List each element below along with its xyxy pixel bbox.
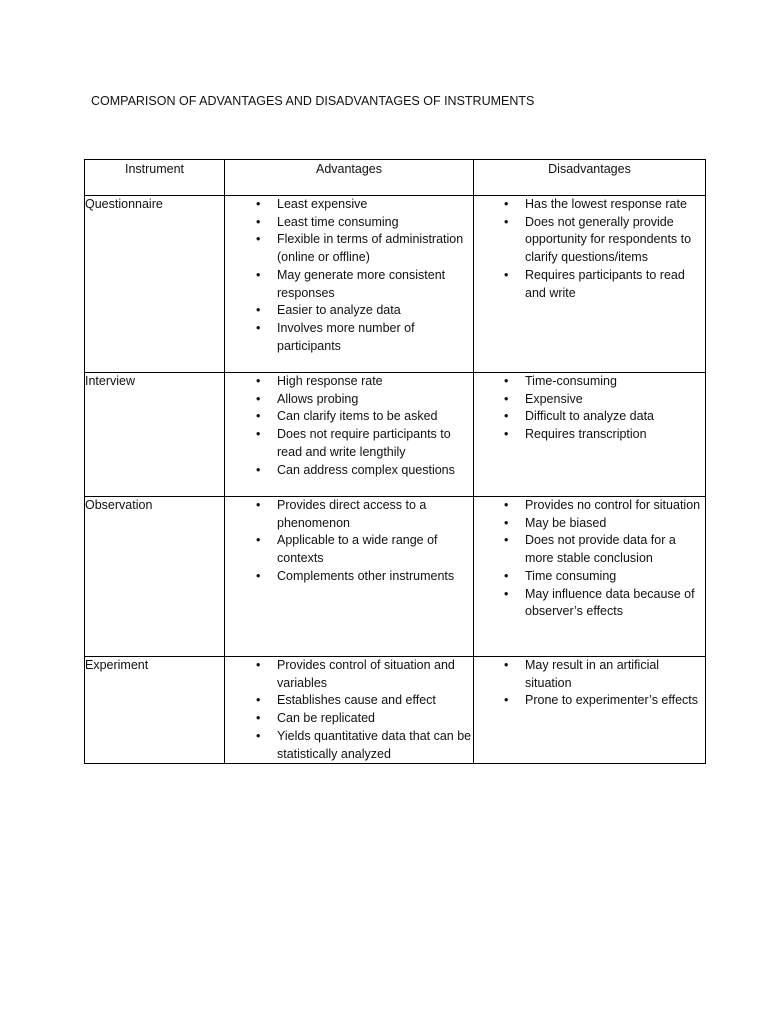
- disadvantages-cell: [474, 196, 706, 373]
- list-item: • Establishes cause and effect: [225, 692, 473, 710]
- advantages-cell: [225, 196, 474, 373]
- disadvantages-list: [474, 497, 705, 621]
- list-item: • Does not provide data for a more stable conclusion: [474, 532, 705, 567]
- list-item: • Requires transcription: [474, 426, 705, 444]
- disadvantages-cell: [474, 657, 706, 764]
- advantages-cell: [225, 657, 474, 764]
- header-instrument: Instrument: [85, 160, 225, 196]
- table-row-experiment: [85, 657, 706, 764]
- list-item: • Flexible in terms of administration (online or offline): [225, 231, 473, 266]
- list-item: • High response rate: [225, 373, 473, 391]
- list-item: • Does not require participants to read and write lengthily: [225, 426, 473, 461]
- header-advantages: Advantages: [225, 160, 474, 196]
- advantages-list: [225, 373, 473, 479]
- comparison-table: [84, 159, 706, 764]
- list-item: • Does not generally provide opportunity for respondents to clarify questions/items: [474, 214, 705, 267]
- instrument-cell: Questionnaire: [85, 196, 225, 373]
- disadvantages-cell: [474, 373, 706, 497]
- list-item: • Least expensive: [225, 196, 473, 214]
- disadvantages-list: [474, 657, 705, 710]
- list-item: • Difficult to analyze data: [474, 408, 705, 426]
- instrument-cell: Observation: [85, 497, 225, 657]
- advantages-list: [225, 657, 473, 763]
- list-item: • Provides no control for situation: [474, 497, 705, 515]
- list-item: • Least time consuming: [225, 214, 473, 232]
- list-item: • Can address complex questions: [225, 462, 473, 480]
- table-row-interview: [85, 373, 706, 497]
- list-item: • Easier to analyze data: [225, 302, 473, 320]
- disadvantages-list: [474, 373, 705, 444]
- list-item: • Time-consuming: [474, 373, 705, 391]
- list-item: • May generate more consistent responses: [225, 267, 473, 302]
- list-item: • Involves more number of participants: [225, 320, 473, 355]
- list-item: • May influence data because of observer’s effects: [474, 586, 705, 621]
- header-disadvantages: Disadvantages: [474, 160, 706, 196]
- table-row-observation: [85, 497, 706, 657]
- instrument-cell: Interview: [85, 373, 225, 497]
- advantages-cell: [225, 497, 474, 657]
- list-item: • May be biased: [474, 515, 705, 533]
- list-item: • Prone to experimenter’s effects: [474, 692, 705, 710]
- disadvantages-cell: [474, 497, 706, 657]
- list-item: • Provides direct access to a phenomenon: [225, 497, 473, 532]
- list-item: • Complements other instruments: [225, 568, 473, 586]
- disadvantages-list: [474, 196, 705, 302]
- advantages-list: [225, 196, 473, 355]
- advantages-cell: [225, 373, 474, 497]
- list-item: • Expensive: [474, 391, 705, 409]
- list-item: • Applicable to a wide range of contexts: [225, 532, 473, 567]
- list-item: • Allows probing: [225, 391, 473, 409]
- list-item: • May result in an artificial situation: [474, 657, 705, 692]
- table-header-row: [85, 160, 706, 196]
- document-title: COMPARISON OF ADVANTAGES AND DISADVANTAGES OF INSTRUMENTS: [91, 94, 535, 108]
- list-item: • Has the lowest response rate: [474, 196, 705, 214]
- table-row-questionnaire: [85, 196, 706, 373]
- list-item: • Time consuming: [474, 568, 705, 586]
- list-item: • Requires participants to read and write: [474, 267, 705, 302]
- advantages-list: [225, 497, 473, 586]
- list-item: • Can clarify items to be asked: [225, 408, 473, 426]
- list-item: • Provides control of situation and variables: [225, 657, 473, 692]
- list-item: • Can be replicated: [225, 710, 473, 728]
- list-item: • Yields quantitative data that can be statistically analyzed: [225, 728, 473, 763]
- instrument-cell: Experiment: [85, 657, 225, 764]
